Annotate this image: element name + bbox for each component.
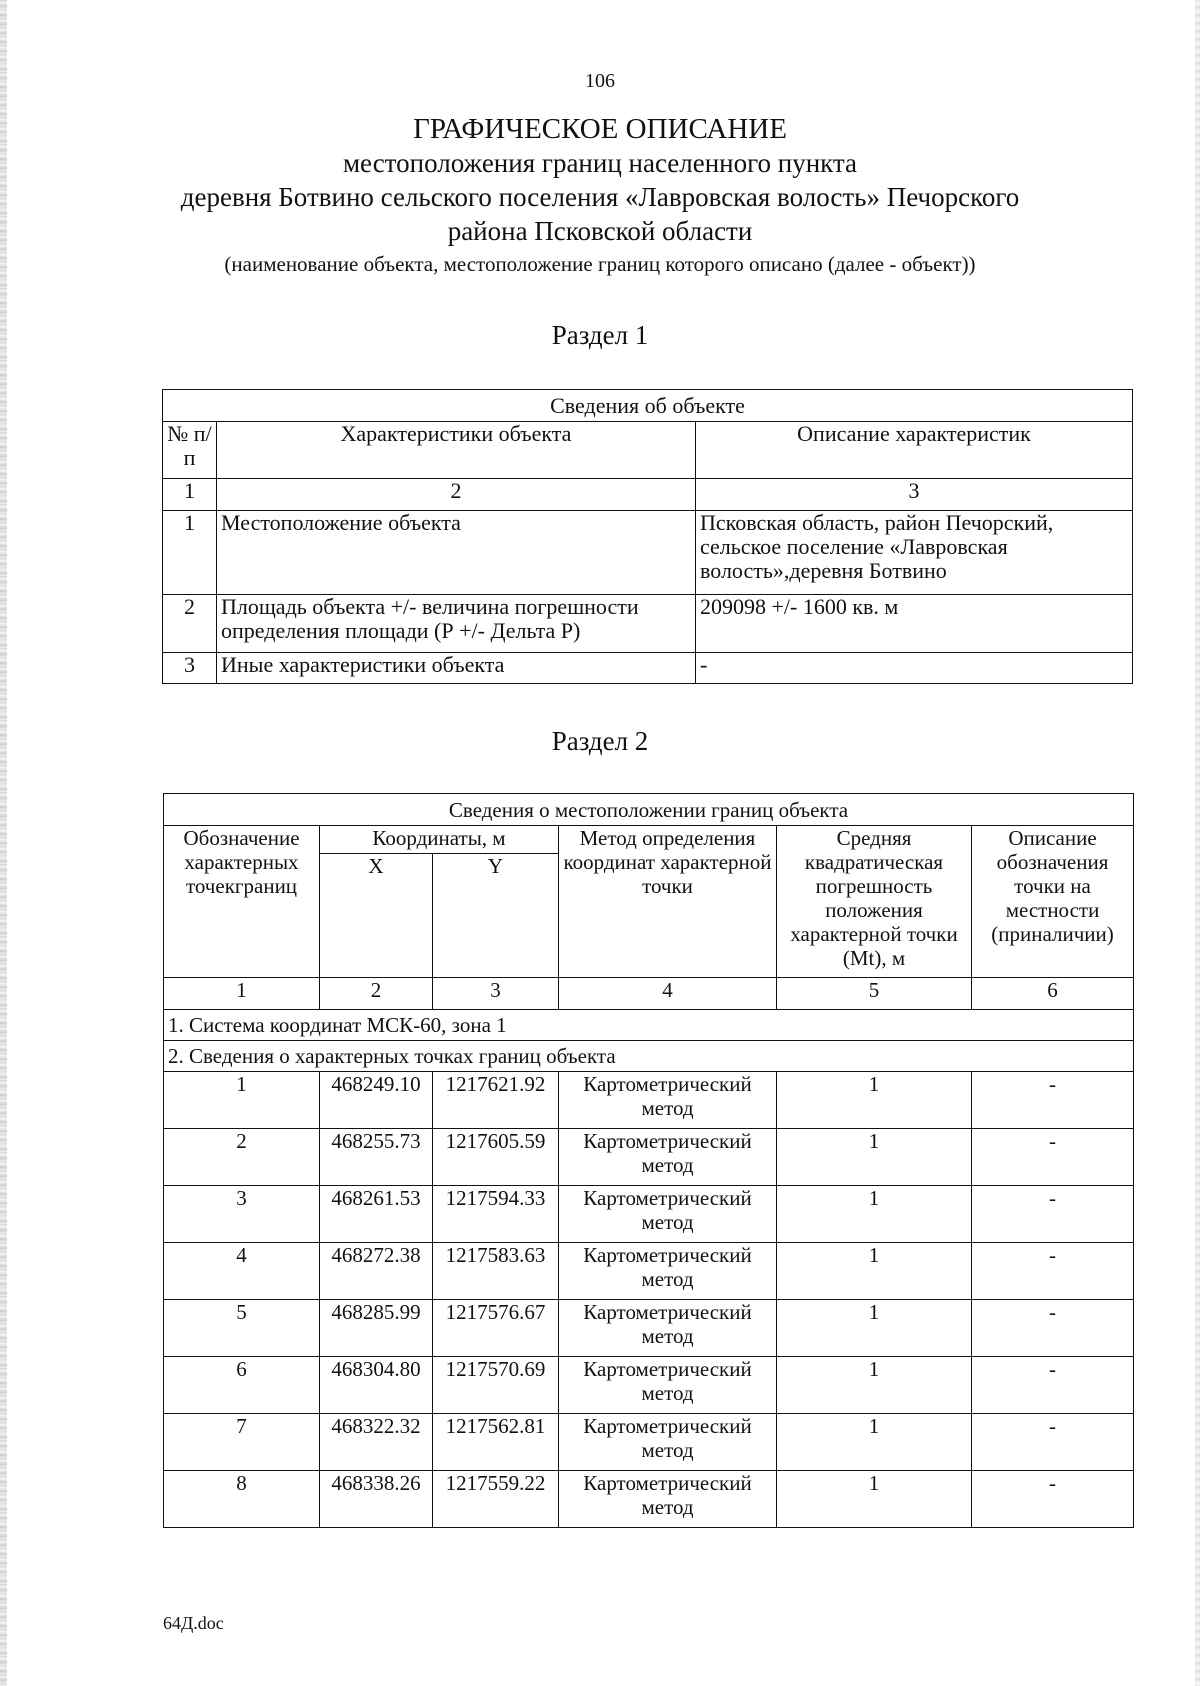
point-description: -: [972, 1414, 1134, 1471]
row-value: Псковская область, район Печорский, сельское поселение «Лавровская волость»,деревня Ботвино: [696, 511, 1133, 595]
page-number: 106: [585, 70, 615, 92]
header-method: Метод определения координат характерной точки: [559, 826, 777, 978]
point-id: 8: [164, 1471, 320, 1528]
table-row: [163, 595, 1133, 653]
title-block: [150, 112, 1050, 278]
point-id: 2: [164, 1129, 320, 1186]
point-y: 1217594.33: [433, 1186, 559, 1243]
boundary-points-table: [163, 793, 1134, 1528]
col-number: 3: [696, 479, 1133, 511]
point-method: Картометрический метод: [559, 1414, 777, 1471]
point-mt: 1: [777, 1414, 972, 1471]
subtitle-line: деревня Ботвино сельского поселения «Лавровская волость» Печорского: [180, 182, 1020, 212]
row-value: 209098 +/- 1600 кв. м: [696, 595, 1133, 653]
header-num: № п/п: [163, 422, 217, 479]
header-coordinates: Координаты, м: [320, 826, 559, 854]
point-x: 468285.99: [320, 1300, 433, 1357]
table-row: [163, 653, 1133, 684]
point-mt: 1: [777, 1243, 972, 1300]
col-number: 4: [559, 978, 777, 1010]
footer-filename: 64Д.doc: [163, 1613, 224, 1633]
header-point-description: Описание обозначения точки на местности (приналичии): [972, 826, 1134, 978]
point-method: Картометрический метод: [559, 1471, 777, 1528]
header-designation: Обозначение характерных точекграниц: [164, 826, 320, 978]
header-description: Описание характеристик: [696, 422, 1133, 479]
col-number: 2: [217, 479, 696, 511]
table-row: [164, 1300, 1134, 1357]
col-number: 1: [164, 978, 320, 1010]
point-method: Картометрический метод: [559, 1186, 777, 1243]
point-id: 7: [164, 1414, 320, 1471]
col-number: 5: [777, 978, 972, 1010]
point-method: Картометрический метод: [559, 1300, 777, 1357]
point-x: 468304.80: [320, 1357, 433, 1414]
point-mt: 1: [777, 1357, 972, 1414]
point-method: Картометрический метод: [559, 1129, 777, 1186]
scan-edge-left: [0, 0, 7, 1686]
document-title: ГРАФИЧЕСКОЕ ОПИСАНИЕ: [413, 113, 787, 145]
points-heading-row: 2. Сведения о характерных точках границ объекта: [164, 1041, 1134, 1072]
table-title: Сведения об объекте: [163, 390, 1133, 422]
coordinate-system-row: 1. Система координат МСК-60, зона 1: [164, 1010, 1134, 1041]
table-row: [164, 1186, 1134, 1243]
point-mt: 1: [777, 1186, 972, 1243]
point-x: 468249.10: [320, 1072, 433, 1129]
point-x: 468272.38: [320, 1243, 433, 1300]
row-num: 1: [163, 511, 217, 595]
header-error: Средняя квадратическая погрешность положения характерной точки (Mt), м: [777, 826, 972, 978]
table-row: [164, 1414, 1134, 1471]
point-mt: 1: [777, 1129, 972, 1186]
point-description: -: [972, 1243, 1134, 1300]
point-y: 1217605.59: [433, 1129, 559, 1186]
point-y: 1217621.92: [433, 1072, 559, 1129]
subtitle-line: местоположения границ населенного пункта: [342, 148, 858, 178]
point-x: 468255.73: [320, 1129, 433, 1186]
header-characteristic: Характеристики объекта: [217, 422, 696, 479]
point-id: 4: [164, 1243, 320, 1300]
point-mt: 1: [777, 1471, 972, 1528]
point-description: -: [972, 1129, 1134, 1186]
point-x: 468322.32: [320, 1414, 433, 1471]
row-name: Местоположение объекта: [217, 511, 696, 595]
header-y: Y: [433, 854, 559, 978]
header-x: X: [320, 854, 433, 978]
point-id: 6: [164, 1357, 320, 1414]
table-row: [164, 1357, 1134, 1414]
object-info-table: [162, 389, 1133, 684]
scan-edge-right: [1195, 0, 1200, 1686]
point-id: 3: [164, 1186, 320, 1243]
point-method: Картометрический метод: [559, 1072, 777, 1129]
point-x: 468338.26: [320, 1471, 433, 1528]
col-number: 1: [163, 479, 217, 511]
row-name: Иные характеристики объекта: [217, 653, 696, 684]
point-mt: 1: [777, 1300, 972, 1357]
section2-heading: Раздел 2: [551, 726, 649, 756]
subtitle-line: района Псковской области: [447, 216, 753, 246]
row-value: -: [696, 653, 1133, 684]
table-row: [164, 1471, 1134, 1528]
table-row: [164, 1072, 1134, 1129]
col-number: 3: [433, 978, 559, 1010]
point-description: -: [972, 1300, 1134, 1357]
point-method: Картометрический метод: [559, 1357, 777, 1414]
point-description: -: [972, 1357, 1134, 1414]
table-row: [163, 511, 1133, 595]
point-description: -: [972, 1072, 1134, 1129]
point-mt: 1: [777, 1072, 972, 1129]
col-number: 2: [320, 978, 433, 1010]
row-num: 3: [163, 653, 217, 684]
table-row: [164, 1243, 1134, 1300]
point-y: 1217576.67: [433, 1300, 559, 1357]
title-caption: (наименование объекта, местоположение границ которого описано (далее - объект)): [224, 252, 976, 276]
table-title: Сведения о местоположении границ объекта: [164, 794, 1134, 826]
point-y: 1217570.69: [433, 1357, 559, 1414]
point-id: 5: [164, 1300, 320, 1357]
col-number: 6: [972, 978, 1134, 1010]
point-id: 1: [164, 1072, 320, 1129]
point-description: -: [972, 1471, 1134, 1528]
point-y: 1217583.63: [433, 1243, 559, 1300]
row-num: 2: [163, 595, 217, 653]
table-row: [164, 1129, 1134, 1186]
point-y: 1217559.22: [433, 1471, 559, 1528]
point-method: Картометрический метод: [559, 1243, 777, 1300]
row-name: Площадь объекта +/- величина погрешности определения площади (Р +/- Дельта Р): [217, 595, 696, 653]
point-x: 468261.53: [320, 1186, 433, 1243]
point-description: -: [972, 1186, 1134, 1243]
section1-heading: Раздел 1: [551, 320, 649, 350]
point-y: 1217562.81: [433, 1414, 559, 1471]
